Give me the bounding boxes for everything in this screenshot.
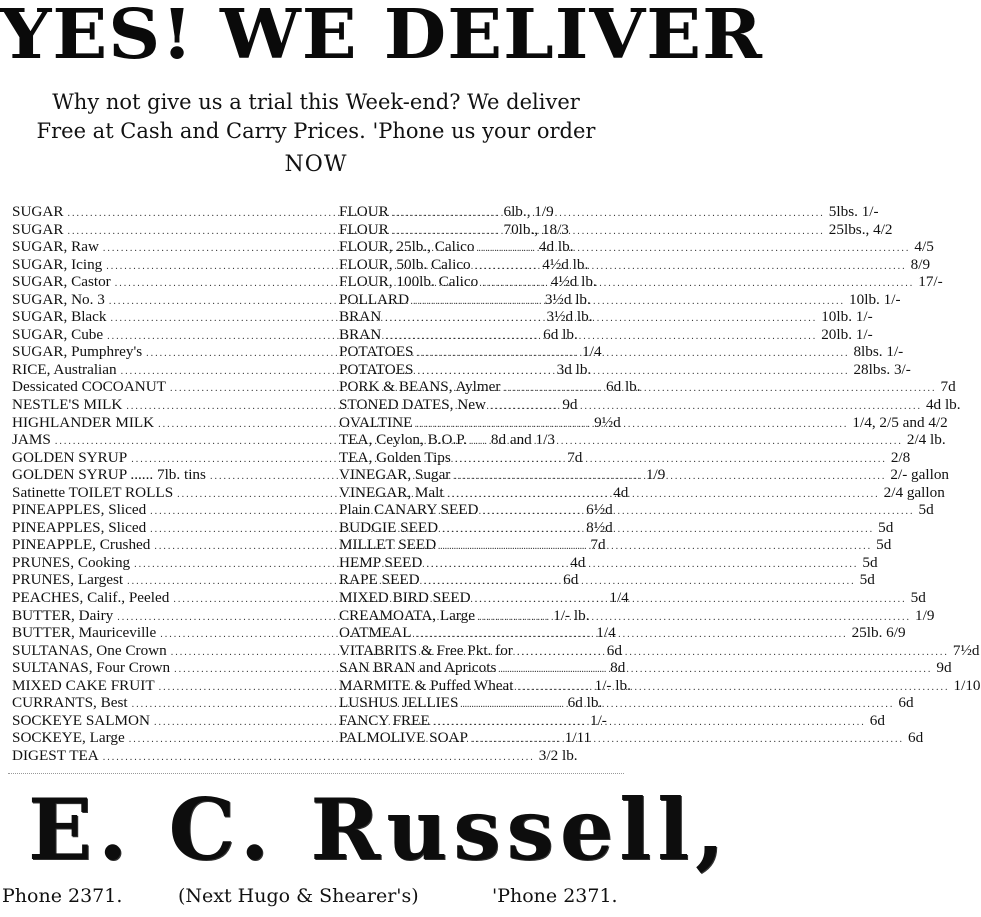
dot-leader	[500, 661, 932, 679]
price-list-item	[339, 553, 878, 572]
dot-leader	[385, 310, 817, 328]
price-list-item	[339, 290, 901, 309]
item-price: 1/- lb.	[553, 606, 590, 624]
item-price: 2/4 lb.	[906, 431, 946, 449]
item-name: SUGAR, Cube	[12, 325, 104, 343]
price-list-item	[339, 396, 961, 414]
item-name: VINEGAR, Sugar	[339, 466, 451, 484]
dot-leader	[483, 503, 915, 521]
item-price: 5d	[876, 536, 892, 554]
dot-leader	[440, 538, 872, 556]
dot-leader	[472, 731, 904, 749]
item-price: 9d	[936, 659, 952, 677]
item-price: 1/4	[582, 343, 602, 361]
item-name: SULTANAS, One Crown	[12, 641, 167, 659]
price-list-item	[339, 431, 946, 449]
item-name: FLOUR, 25lb., Calico	[339, 238, 475, 256]
dot-leader	[434, 711, 866, 732]
item-price: 10lb. 1/-	[849, 290, 901, 308]
item-price: 6d	[869, 711, 885, 729]
item-name: POTATOES	[339, 360, 414, 378]
dot-leader	[478, 240, 910, 258]
item-name: JAMS	[12, 431, 51, 449]
price-list-item	[339, 483, 945, 502]
dot-leader	[479, 606, 911, 627]
item-price: 6d	[898, 694, 914, 712]
item-name: BRAN	[339, 308, 382, 326]
item-name: PEACHES, Calif., Peeled	[12, 589, 170, 607]
dot-leader	[454, 468, 886, 486]
phone-right: 'Phone 2371.	[492, 885, 618, 907]
item-name: POTATOES	[339, 343, 414, 361]
item-price: 2/- gallon	[890, 466, 950, 484]
dot-leader	[462, 696, 894, 714]
item-price: 7d	[590, 536, 606, 554]
item-price: 4½d lb.	[542, 255, 589, 273]
item-price: 1/9	[915, 606, 935, 624]
item-name: VITABRITS & Free Pkt. for	[339, 641, 513, 659]
price-list-item	[339, 238, 934, 256]
price-list-item	[339, 676, 981, 695]
item-price: 6d lb.	[605, 378, 641, 396]
price-list-item	[339, 255, 931, 274]
item-name: MIXED BIRD SEED	[339, 589, 471, 607]
item-name: TEA, Ceylon, B.O.P.	[339, 431, 467, 449]
price-list-item	[339, 606, 935, 625]
item-name: PORK & BEANS, Aylmer	[339, 378, 501, 396]
item-name: SOCKEYE, Large	[12, 729, 125, 747]
item-price: 1/4, 2/5 and 4/2	[852, 413, 948, 431]
price-list-item	[339, 729, 924, 747]
price-list-item	[12, 746, 578, 765]
dot-leader	[455, 448, 887, 469]
item-price: 4d	[570, 553, 586, 571]
item-name: Satinette TOILET ROLLS	[12, 483, 174, 501]
dot-leader	[426, 553, 858, 574]
item-price: 4d lb.	[538, 238, 574, 256]
item-name: OATMEAL	[339, 624, 412, 642]
item-name: FANCY FREE	[339, 711, 430, 729]
item-name: NESTLE'S MILK	[12, 396, 123, 414]
item-name: TEA, Golden Tips	[339, 448, 451, 466]
item-price: 1/9	[645, 466, 666, 484]
item-price: 6lb., 1/9	[503, 203, 554, 220]
item-price: 1/4	[596, 624, 616, 642]
dot-leader	[385, 325, 817, 346]
item-name: BUTTER, Mauriceville	[12, 624, 157, 642]
item-price: 8d and 1/3	[490, 431, 555, 449]
item-name: SUGAR	[12, 203, 64, 220]
item-price: 7½d	[952, 641, 980, 659]
dot-leader	[417, 345, 849, 363]
price-list-item	[339, 360, 911, 379]
item-price: 6d	[907, 729, 924, 747]
item-price: 20lb. 1/-	[821, 325, 873, 343]
item-price: 5d	[862, 553, 878, 571]
item-name: CURRANTS, Best	[12, 694, 128, 712]
dot-leader	[442, 518, 874, 539]
item-name: SAN BRAN and Apricots	[339, 659, 497, 677]
item-price: 9d	[562, 396, 578, 414]
item-price: 1/- lb.	[594, 676, 631, 694]
item-price: 4½d lb.	[550, 273, 597, 291]
store-location: (Next Hugo & Shearer's)	[178, 885, 419, 907]
item-name: SUGAR	[12, 220, 64, 238]
item-price: 10lb. 1/-	[821, 308, 873, 326]
item-price: 17/-	[918, 273, 943, 291]
item-price: 28lbs. 3/-	[853, 360, 911, 378]
item-price: 8/9	[910, 255, 931, 273]
item-name: BUDGIE SEED	[339, 518, 439, 536]
price-list-item	[339, 378, 956, 396]
item-name: BRAN	[339, 325, 382, 343]
price-list-item	[339, 518, 894, 537]
price-list-item	[339, 711, 885, 730]
dot-leader	[504, 380, 936, 398]
item-name: POLLARD	[339, 290, 410, 308]
dot-leader	[475, 591, 907, 609]
price-list-item	[339, 413, 948, 432]
phone-left: Phone 2371.	[2, 885, 123, 907]
item-name: SUGAR, Pumphrey's	[12, 343, 143, 361]
item-name: FLOUR, 100lb. Calico	[339, 273, 479, 291]
item-name: DIGEST TEA	[12, 746, 99, 764]
price-list-item	[339, 273, 943, 291]
item-price: 8d	[610, 659, 626, 677]
item-price: 4/5	[914, 238, 934, 256]
item-name: PRUNES, Largest	[12, 571, 124, 589]
item-price: 6d lb.	[567, 694, 603, 712]
item-price: 2/8	[890, 448, 911, 466]
price-list-item	[339, 501, 934, 519]
item-price: 5lbs. 1/-	[828, 203, 879, 220]
intro-line-1: Why not give us a trial this Week-end? We deliver	[52, 90, 580, 114]
item-name: GOLDEN SYRUP ...... 7lb. tins	[12, 466, 206, 484]
price-list-item	[339, 203, 879, 221]
item-price: 3/2 lb.	[538, 746, 578, 764]
item-price: 25lbs., 4/2	[828, 220, 893, 238]
item-price: 8lbs. 1/-	[853, 343, 904, 361]
dot-leader	[448, 483, 880, 504]
price-list-item	[339, 536, 892, 554]
item-name: PINEAPPLES, Sliced	[12, 518, 147, 536]
item-name: SULTANAS, Four Crown	[12, 659, 171, 677]
item-price: 3d lb.	[556, 360, 592, 378]
price-list-item	[339, 624, 906, 642]
dot-leader	[518, 676, 950, 697]
item-name: BUTTER, Dairy	[12, 606, 114, 624]
item-name: FLOUR	[339, 220, 389, 238]
item-name: HEMP SEED	[339, 553, 423, 571]
item-price: 1/4	[609, 589, 629, 607]
item-price: 1/-	[589, 711, 607, 729]
item-name: SOCKEYE SALMON	[12, 711, 150, 729]
item-price: 9½d	[594, 413, 621, 431]
item-name: CREAMOATA, Large	[339, 606, 476, 624]
item-name: GOLDEN SYRUP	[12, 448, 128, 466]
dot-leader	[393, 205, 825, 223]
item-name: PINEAPPLE, Crushed	[12, 536, 151, 554]
item-name: SUGAR, Raw	[12, 238, 99, 256]
now-heading: NOW	[284, 152, 348, 177]
item-name: LUSHUS JELLIES	[339, 694, 459, 712]
dot-leader	[424, 573, 856, 591]
item-price: 7d	[567, 448, 583, 466]
price-list-item	[339, 325, 873, 344]
item-price: 6d	[563, 571, 579, 589]
item-price: 5d	[878, 518, 894, 536]
divider	[8, 773, 624, 774]
item-price: 5d	[910, 589, 926, 607]
price-list-item	[339, 220, 893, 239]
price-list-item	[339, 589, 926, 607]
item-name: PRUNES, Cooking	[12, 553, 131, 571]
price-list-item	[339, 308, 873, 326]
dot-leader	[475, 255, 907, 276]
item-name: MILLET SEED	[339, 536, 437, 554]
item-price: 70lb., 18/3	[503, 220, 569, 238]
price-list-item	[339, 343, 904, 361]
store-logo: E. C. Russell,	[28, 780, 731, 879]
item-name: OVALTINE	[339, 413, 413, 431]
item-name: RICE, Australian	[12, 360, 117, 378]
item-price: 6d lb.	[543, 325, 578, 343]
item-price: 3½d lb.	[544, 290, 591, 308]
intro-text	[0, 88, 632, 146]
item-name: SUGAR, Black	[12, 308, 107, 326]
item-name: Plain CANARY SEED	[339, 501, 479, 519]
dot-leader	[471, 433, 903, 451]
dot-leader	[517, 641, 949, 662]
dot-leader	[413, 290, 845, 311]
item-name: STONED DATES, New	[339, 396, 486, 414]
item-name: RAPE SEED	[339, 571, 420, 589]
item-price: 4d lb.	[925, 396, 961, 414]
item-name: FLOUR, 50lb. Calico	[339, 255, 471, 273]
item-name: PINEAPPLES, Sliced	[12, 501, 147, 519]
item-price: 25lb. 6/9	[851, 624, 906, 642]
item-name: PALMOLIVE SOAP	[339, 729, 468, 747]
item-price: 3½d lb.	[546, 308, 593, 326]
headline: YES! WE DELIVER	[0, 0, 763, 74]
dot-leader	[416, 413, 848, 434]
item-name: MIXED CAKE FRUIT	[12, 676, 155, 694]
item-price: 1/11	[564, 729, 592, 747]
price-list-item	[339, 571, 875, 589]
price-list-item	[339, 694, 914, 712]
item-price: 6d	[606, 641, 622, 659]
item-name: Dessicated COCOANUT	[12, 378, 166, 396]
item-name: FLOUR	[339, 203, 389, 220]
price-list-item	[339, 641, 980, 660]
intro-line-2: Free at Cash and Carry Prices. 'Phone us your order	[36, 119, 596, 143]
item-name: SUGAR, Icing	[12, 255, 103, 273]
item-name: SUGAR, Castor	[12, 273, 111, 291]
item-price: 1/10	[953, 676, 981, 694]
item-price: 7d	[940, 378, 956, 396]
price-list-item	[339, 659, 952, 677]
item-name: HIGHLANDER MILK	[12, 413, 155, 431]
dot-leader	[103, 749, 535, 767]
item-name: VINEGAR, Malt	[339, 483, 444, 501]
item-price: 6½d	[586, 501, 613, 519]
price-list-right	[339, 203, 981, 747]
item-price: 8½d	[586, 518, 613, 536]
item-price: 4d	[613, 483, 629, 501]
item-price: 5d	[859, 571, 875, 589]
item-name: MARMITE & Puffed Wheat	[339, 676, 514, 694]
item-price: 5d	[918, 501, 934, 519]
item-name: SUGAR, No. 3	[12, 290, 105, 308]
item-price: 2/4 gallon	[883, 483, 945, 501]
price-list-item	[339, 448, 911, 467]
